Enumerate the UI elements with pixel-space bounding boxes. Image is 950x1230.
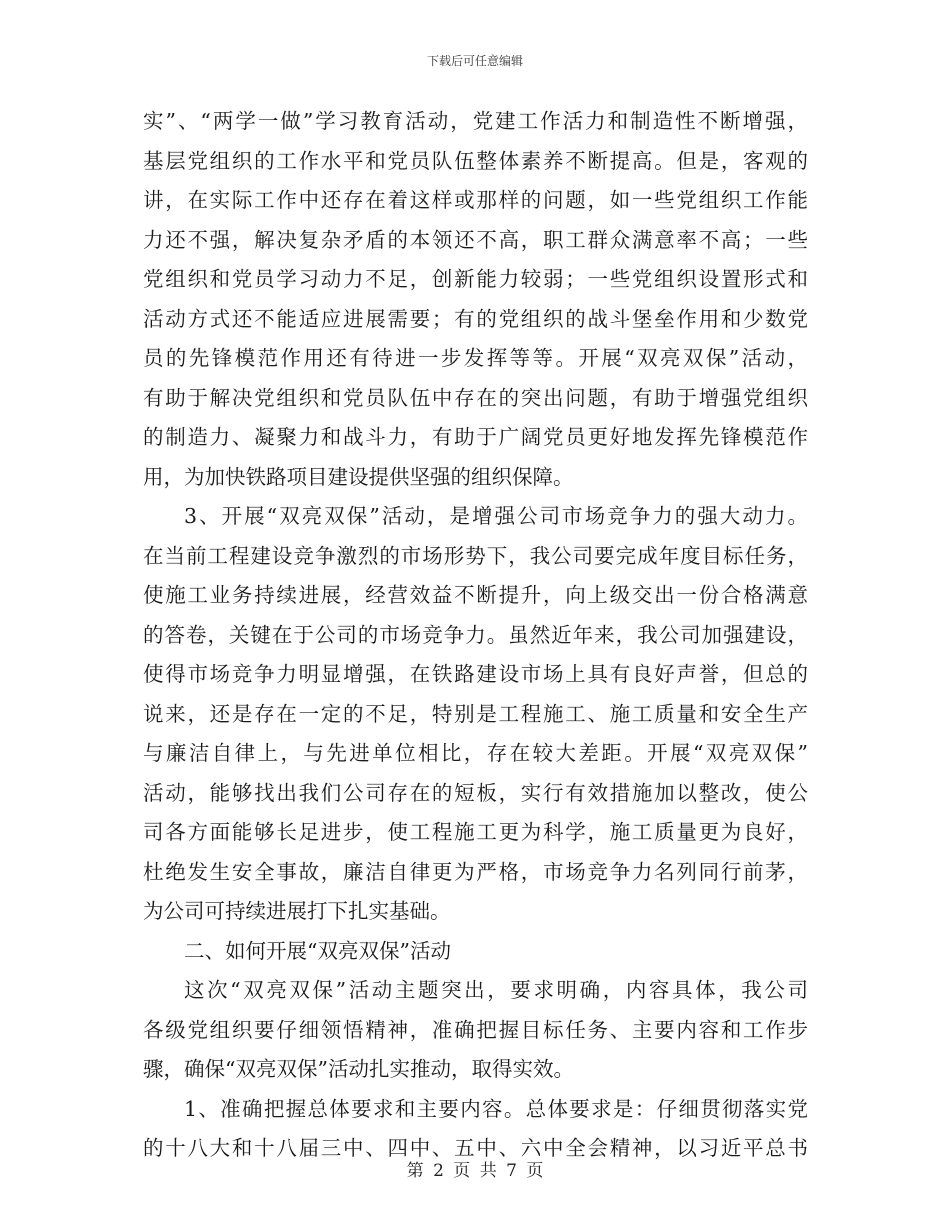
- text-line: 司各方面能够长足进步，使工程施工更为科学，施工质量更为良好，: [143, 820, 808, 844]
- text-line: 与廉洁自律上，与先进单位相比，存在较大差距。开展“双亮双保”: [143, 741, 808, 765]
- text-line: 杜绝发生安全事故，廉洁自律更为严格，市场竞争力名列同行前茅，: [143, 859, 808, 884]
- text-line: 的制造力、凝聚力和战斗力，有助于广阔党员更好地发挥先锋模范作: [143, 425, 808, 449]
- text-line: 讲，在实际工作中还存在着这样或那样的问题，如一些党组织工作能: [143, 188, 808, 212]
- text-line: 的答卷，关键在于公司的市场竞争力。虽然近年来，我公司加强建设，: [143, 622, 808, 647]
- text-line: 二、如何开展“双亮双保”活动: [184, 938, 451, 963]
- text-line: 使得市场竞争力明显增强，在铁路建设市场上具有良好声誉，但总的: [143, 662, 808, 686]
- text-line: 有助于解决党组织和党员队伍中存在的突出问题，有助于增强党组织: [143, 385, 808, 410]
- text-line: 骤，确保“双亮双保”活动扎实推动，取得实效。: [143, 1057, 574, 1081]
- text-line: 为公司可持续进展打下扎实基础。: [143, 899, 451, 923]
- text-line: 的十八大和十八届三中、四中、五中、六中全会精神，以习近平总书: [143, 1136, 808, 1160]
- text-line: 1、准确把握总体要求和主要内容。总体要求是：仔细贯彻落实党: [184, 1096, 808, 1121]
- text-line: 基层党组织的工作水平和党员队伍整体素养不断提高。但是，客观的: [143, 148, 808, 173]
- page-footer: 第 2 页 共 7 页: [406, 1161, 544, 1181]
- text-line: 在当前工程建设竞争激烈的市场形势下，我公司要完成年度目标任务，: [143, 543, 808, 568]
- text-line: 说来，还是存在一定的不足，特别是工程施工、施工质量和安全生产: [143, 701, 808, 726]
- text-line: 3、开展“双亮双保”活动，是增强公司市场竞争力的强大动力。: [184, 504, 808, 528]
- text-line: 这次“双亮双保”活动主题突出，要求明确，内容具体，我公司: [184, 978, 808, 1002]
- text-line: 员的先锋模范作用还有待进一步发挥等等。开展“双亮双保”活动，: [143, 346, 808, 370]
- document-body: [143, 102, 808, 1169]
- text-line: 用，为加快铁路项目建设提供坚强的组织保障。: [143, 464, 574, 489]
- text-line: 活动，能够找出我们公司存在的短板，实行有效措施加以整改，使公: [143, 780, 808, 805]
- page-header: 下载后可任意编辑: [426, 54, 523, 68]
- text-line: 活动方式还不能适应进展需要；有的党组织的战斗堡垒作用和少数党: [143, 306, 808, 331]
- text-line: 力还不强，解决复杂矛盾的本领还不高，职工群众满意率不高；一些: [143, 227, 808, 252]
- text-line: 各级党组织要仔细领悟精神，准确把握目标任务、主要内容和工作步: [143, 1017, 808, 1042]
- text-line: 使施工业务持续进展，经营效益不断提升，向上级交出一份合格满意: [143, 583, 808, 607]
- text-line: 党组织和党员学习动力不足，创新能力较弱；一些党组织设置形式和: [143, 267, 808, 291]
- text-line: 实”、“两学一做”学习教育活动，党建工作活力和制造性不断增强，: [143, 109, 808, 133]
